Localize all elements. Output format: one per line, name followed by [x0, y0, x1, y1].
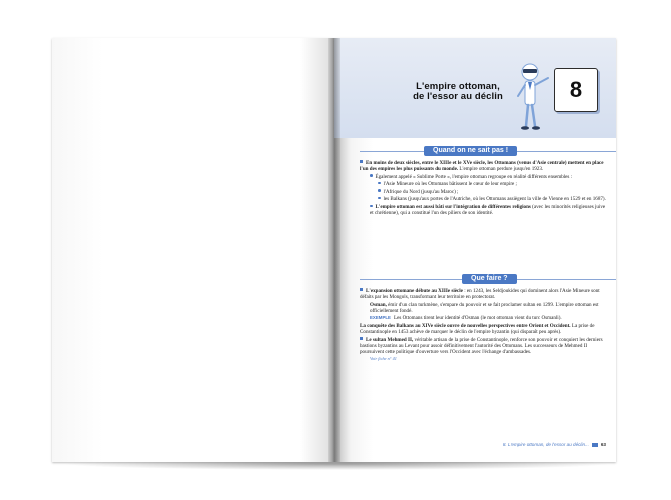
text-bold: La conquête des Balkans au XIVe siècle ouvre de nouvelles perspectives entre Orient et Occident. [360, 322, 571, 329]
section-title: Quand on ne sait pas ! [424, 146, 517, 156]
text: L'empire ottoman perdure jusqu'en 1923. [458, 166, 544, 173]
chapter-title [398, 82, 518, 102]
example [360, 315, 606, 321]
book-spine [328, 38, 340, 462]
dot-bullet-icon [370, 174, 373, 177]
text: l'Afrique du Nord (jusqu'au Maroc) ; [383, 188, 459, 195]
paragraph [360, 204, 606, 216]
paragraph [360, 174, 606, 180]
paragraph [360, 302, 606, 314]
open-book [52, 38, 616, 462]
section2-body [360, 288, 606, 364]
mascot-icon [512, 60, 556, 132]
text: : en 1243, les Seldjoukides qui dominent alors l'Asie Mineure sont défaits par les Mongols, transformant leur territoire en protectorat. [360, 288, 600, 301]
dot-bullet-icon [378, 189, 381, 192]
text-bold: L'expansion ottomane débute au XIIIe siècle [366, 288, 463, 294]
reference-link: Voir fiche n° 41 [370, 356, 397, 362]
footer-bar-icon [592, 443, 598, 447]
page-footer [474, 442, 606, 447]
section-title: Que faire ? [462, 274, 517, 284]
text: l'Asie Mineure où les Ottomans bâtissent le cœur de leur empire ; [383, 181, 517, 188]
chapter-header [334, 38, 616, 138]
text: émir d'un clan turkmène, s'empare du pouvoir et se fait proclamer sultan en 1299. L'empire ottoman est officiellement fondé. [370, 301, 599, 314]
square-bullet-icon [360, 288, 363, 291]
page-number: 63 [600, 442, 606, 447]
list-item [360, 196, 606, 202]
square-bullet-icon [360, 160, 363, 163]
example-label: EXEMPLE [370, 315, 391, 321]
dot-bullet-icon [370, 205, 373, 208]
text: La prise de Constantinople en 1453 achève de marquer le déclin de l'empire byzantin (qui disparaît peu après). [360, 322, 595, 336]
dot-bullet-icon [378, 182, 381, 185]
running-title: 8. L'empire ottoman, de l'essor au déclin... [502, 442, 589, 447]
text: les Balkans (jusqu'aux portes de l'Autriche, où les Ottomans assiègent la ville de Vienne en 1529 et en 1687). [383, 196, 606, 203]
section-heading-1 [360, 146, 616, 156]
right-page [334, 38, 616, 462]
left-page [52, 38, 334, 462]
chapter-title-line1: L'empire ottoman, [416, 81, 500, 92]
text: Également appelé « Sublime Porte », l'empire ottoman regroupe en réalité différents ensembles : [375, 173, 573, 180]
paragraph [360, 337, 606, 355]
text: (avec les minorités religieuses juive et chrétienne), qui a constitué l'un des piliers de son identité. [370, 204, 606, 217]
chapter-number: 8 [554, 68, 598, 112]
text-bold: Le sultan Mehmed II, [366, 336, 414, 343]
list-item [360, 189, 606, 195]
paragraph [360, 323, 606, 335]
text: Les Ottomans tirent leur identité d'Osman (le mot ottoman vient du turc Osmanli). [393, 315, 562, 322]
text-bold: L'empire ottoman est aussi bâti sur l'intégration de différentes religions [375, 204, 531, 211]
text-bold: Osman, [370, 301, 387, 308]
cross-reference [360, 356, 606, 362]
paragraph [360, 160, 606, 172]
section-heading-2 [360, 274, 616, 284]
text: véritable artisan de la prise de Constantinople, renforce son pouvoir et conquiert les derniers bastions byzantins au Levant pour assoir définitivement l'autorité des Ottomans. Les successeurs de Mehmed II poursuivent cette politique d'ouverture vers l'Occident avec l'échange d'ambassades. [360, 336, 603, 355]
paragraph [360, 288, 606, 300]
list-item [360, 181, 606, 187]
text-bold: En moins de deux siècles, entre le XIIIe et le XVe siècle, les Ottomans (venus d'Asie centrale) mettent en place l'un des empires les plus puissants du monde. [360, 160, 604, 173]
square-bullet-icon [360, 337, 363, 340]
chapter-title-line2: de l'essor au déclin [413, 91, 503, 102]
dot-bullet-icon [378, 197, 381, 200]
section1-body [360, 160, 606, 218]
